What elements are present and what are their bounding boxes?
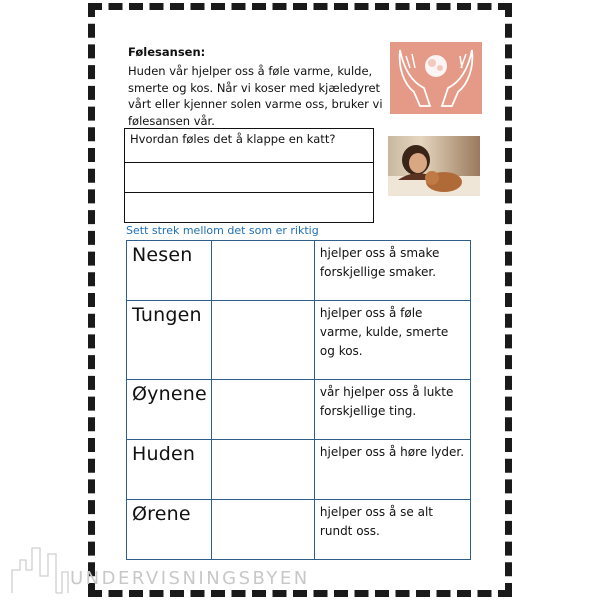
sense-word[interactable]: Øynene — [127, 380, 212, 440]
answer-line-2[interactable] — [125, 193, 374, 223]
sense-description[interactable]: vår hjelper oss å lukte forskjellige ting. — [314, 380, 470, 440]
sense-description[interactable]: hjelper oss å smake forskjellige smaker. — [314, 241, 470, 301]
sense-word[interactable]: Ørene — [127, 500, 212, 560]
matching-row — [127, 380, 471, 440]
photo-icon — [388, 136, 480, 196]
line-drawing-area[interactable] — [211, 380, 314, 440]
matching-row — [127, 440, 471, 500]
matching-table — [126, 240, 471, 560]
hands-icon — [390, 42, 482, 114]
intro-paragraph: Huden vår hjelper oss å føle varme, kulde, smerte og kos. Når vi koser med kjæledyret vårt eller kjenner solen varme oss, bruker vi følesansen vår. — [128, 64, 383, 128]
woman-with-cat-photo — [388, 136, 480, 196]
sense-description[interactable]: hjelper oss å føle varme, kulde, smerte og kos. — [314, 301, 470, 380]
line-drawing-area[interactable] — [211, 301, 314, 380]
sense-word[interactable]: Tungen — [127, 301, 212, 380]
line-drawing-area[interactable] — [211, 440, 314, 500]
question-text: Hvordan føles det å klappe en katt? — [125, 129, 374, 163]
section-heading: Følesansen: — [128, 45, 206, 59]
matching-row — [127, 241, 471, 301]
question-box — [124, 128, 374, 223]
watermark-text: UNDERVISNINGSBYEN — [70, 568, 310, 589]
answer-line-1[interactable] — [125, 163, 374, 193]
matching-row — [127, 301, 471, 380]
sense-word[interactable]: Huden — [127, 440, 212, 500]
sense-description[interactable]: hjelper oss å høre lyder. — [314, 440, 470, 500]
matching-instruction: Sett strek mellom det som er riktig — [126, 224, 319, 237]
sense-word[interactable]: Nesen — [127, 241, 212, 301]
sense-description[interactable]: hjelper oss å se alt rundt oss. — [314, 500, 470, 560]
hands-illustration — [390, 42, 482, 114]
line-drawing-area[interactable] — [211, 241, 314, 301]
